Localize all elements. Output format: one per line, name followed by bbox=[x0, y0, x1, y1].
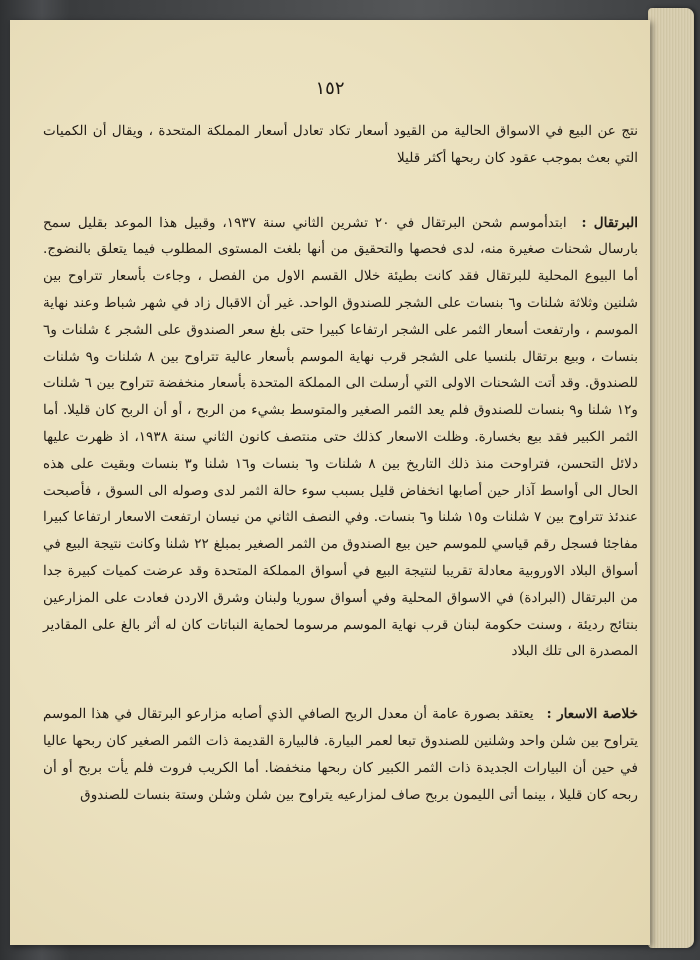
prices-summary-text: يعتقد بصورة عامة أن معدل الربح الصافي الذي أصابه مزارعو البرتقال في هذا الموسم يتراوح بين شلن واحد وشلنين للصندوق تبعا لعمر البيارة. فالبيارة القديمة ذات الثمر الصغير كان ربحها عاليا في حين أن البيارات الجديدة ذات الثمر الكبير كان ربحها منخفضا. أما الكريب فروت فلم يأت بربح أو أن ربحه كان قليلا ، بينما أتى الليمون بربح صاف لمزارعيه يتراوح بين شلن وشلن وستة بنسات للصندوق bbox=[43, 706, 638, 803]
intro-paragraph: نتج عن البيع في الاسواق الحالية من القيود أسعار تكاد تعادل أسعار المملكة المتحدة ، ويقال أن الكميات التي بعث بموجب عقود كان ربحها أكثر قليلا bbox=[43, 123, 638, 166]
prices-summary-heading: خلاصة الاسعار : bbox=[546, 706, 639, 723]
page-content bbox=[43, 118, 638, 808]
page-number: ١٥٢ bbox=[315, 78, 345, 99]
oranges-text: ابتدأموسم شحن البرتقال في ٢٠ تشرين الثاني سنة ١٩٣٧، وقبيل هذا الموعد بقليل سمح بارسال شحنات صغيرة منه، لدى فحصها والتحقيق من أنها بلغت المستوى المطلوب فيما يتعلق بالنضوج. أما البيوع المحلية للبرتقال فقد كانت بطيئة خلال القسم الاول من الفصل ، وجاءت بأسعار تتراوح بين شلنين وثلاثة شلنات و٦ بنسات على الشجر للصندوق الواحد. غير أن الاقبال زاد في شهر شباط وعند نهاية الموسم ، وارتفعت أسعار الثمر على الشجر ارتفاعا كبيرا حتى بلغ سعر الصندوق على الشجر ٤ شلنات و٦ بنسات ، وبيع برتقال بلنسيا على الشجر قرب نهاية الموسم بأسعار عالية تتراوح بين ٨ شلنات و٩ شلنات للصندوق. وقد أتت الشحنات الاولى التي أرسلت الى المملكة المتحدة بأسعار منخفضة تتراوح بين ٦ شلنات و١٢ شلنا و٩ بنسات للصندوق فلم يعد الثمر الصغير والمتوسط بشيء من الربح ، أو أن الربح كان قليلا. أما الثمر الكبير فقد بيع بخسارة. وظلت الاسعار كذلك حتى منتصف كانون الثاني سنة ١٩٣٨، اذ ظهرت عليها دلائل التحسن، فتراوحت منذ ذلك التاريخ بين ٨ شلنات و٦ بنسات و١٦ شلنا و٣ بنسات وبقيت على هذه الحال الى أواسط آذار حين أصابها انخفاض قليل بسبب سوء حالة الثمر لدى وصوله الى السوق ، فأصبحت عندئذ تتراوح بين ٧ شلنات و١٥ شلنا و٦ بنسات. وفي النصف الثاني من نيسان ارتفعت الاسعار ارتفاعا كبيرا مفاجئا فسجل رقم قياسي للموسم حين بيع الصندوق من الثمر الصغير بمبلغ ٢٢ شلنا وكانت نتيجة البيع في أسواق البلاد الاوروبية معادلة تقريبا لنتيجة البيع في أسواق المملكة المتحدة وقد عرضت كميات كبيرة جدا من البرتقال (البرادة) في الاسواق المحلية وفي أسواق سوريا ولبنان وشرق الاردن فعادت على المزارعين بنتائج رديئة ، وسنت حكومة لبنان قرب نهاية الموسم مرسوما لحماية النباتات كان له أثر بالغ على المقادير المصدرة الى تلك البلاد bbox=[43, 214, 639, 660]
book-page bbox=[10, 20, 650, 945]
paragraph-spacer bbox=[43, 665, 638, 701]
page-edges bbox=[648, 8, 694, 948]
paragraph-spacer bbox=[43, 172, 638, 210]
oranges-paragraph bbox=[43, 210, 638, 666]
prices-summary-paragraph bbox=[43, 701, 638, 808]
oranges-heading: البرتقال : bbox=[581, 214, 638, 231]
